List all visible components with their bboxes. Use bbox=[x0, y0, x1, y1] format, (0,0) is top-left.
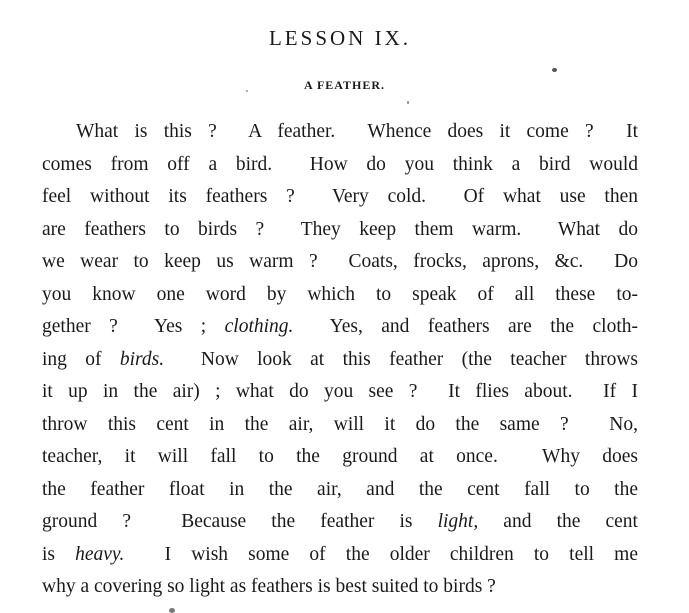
text-line: throw this cent in the air, will it do the same ? No, bbox=[42, 413, 638, 435]
text-line: feel without its feathers ? Very cold. Of what use then bbox=[42, 186, 638, 207]
italic-word: light, bbox=[437, 511, 479, 532]
text-line: comes from off a bird. How do you think a bird would bbox=[42, 153, 638, 175]
text-line: are feathers to birds ? They keep them warm. What do bbox=[42, 218, 638, 240]
text-line: you know one word by which to speak of all these to- bbox=[42, 283, 638, 305]
lesson-heading: LESSON IX. bbox=[268, 26, 411, 50]
text-line: is heavy. I wish some of the older children to tell me bbox=[42, 543, 638, 565]
text-line: ground ? Because the feather is light, and the cent bbox=[42, 511, 638, 532]
paper-speck bbox=[407, 101, 409, 104]
text-line: What is this ? A feather. Whence does it come ? It bbox=[76, 121, 638, 142]
text-line: it up in the air) ; what do you see ? It flies about. If I bbox=[42, 381, 638, 402]
italic-word: heavy. bbox=[75, 543, 125, 565]
text-line: we wear to keep us warm ? Coats, frocks, aprons, &c. Do bbox=[42, 251, 638, 272]
paper-speck bbox=[246, 90, 248, 92]
section-title: A FEATHER. bbox=[303, 78, 386, 92]
text-line: why a covering so light as feathers is best suited to birds ? bbox=[42, 576, 496, 597]
text-line: teacher, it will fall to the ground at once. Why does bbox=[42, 446, 638, 467]
paper-speck bbox=[169, 608, 175, 613]
italic-word: clothing. bbox=[224, 316, 294, 337]
italic-word: birds. bbox=[119, 348, 165, 370]
paper-speck bbox=[552, 68, 557, 72]
lesson-body bbox=[42, 116, 638, 604]
text-line: gether ? Yes ; clothing. Yes, and feathers are the cloth- bbox=[42, 316, 638, 337]
text-line: ing of birds. Now look at this feather (the teacher throws bbox=[42, 348, 638, 370]
text-line: the feather float in the air, and the cent fall to the bbox=[42, 478, 638, 500]
